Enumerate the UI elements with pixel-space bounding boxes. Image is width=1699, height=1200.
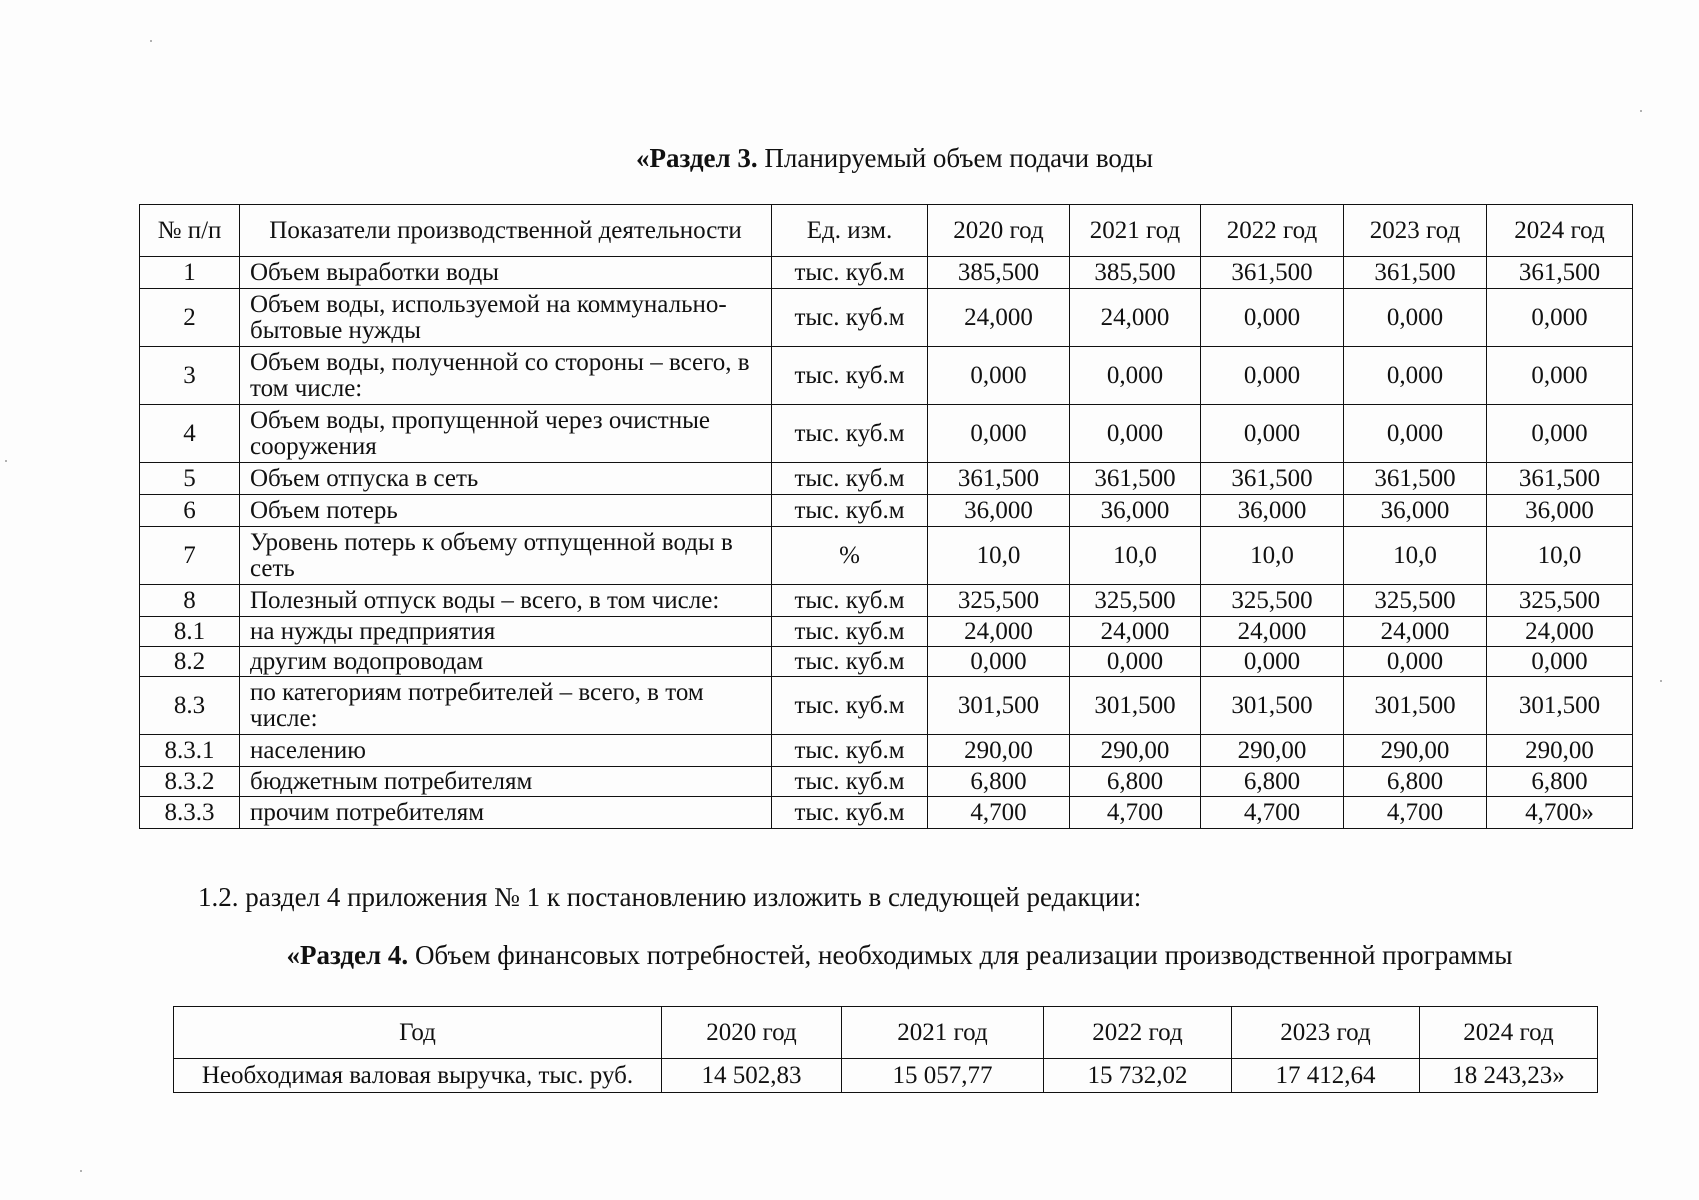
- unit-cell: тыс. куб.м: [772, 617, 928, 647]
- row-number-cell: 8.2: [140, 647, 240, 677]
- row-number-cell: 1: [140, 257, 240, 289]
- value-cell: 0,000: [1344, 647, 1487, 677]
- indicator-cell: Объем воды, используемой на коммунально-бытовые нужды: [240, 289, 772, 347]
- value-cell: 301,500: [1487, 677, 1633, 735]
- value-cell: 325,500: [928, 585, 1070, 617]
- value-cell: 17 412,64: [1232, 1059, 1420, 1093]
- value-cell: 325,500: [1487, 585, 1633, 617]
- value-cell: 301,500: [1201, 677, 1344, 735]
- unit-cell: тыс. куб.м: [772, 347, 928, 405]
- section4-title: [50, 940, 1699, 971]
- table-row: [140, 585, 1633, 617]
- value-cell: 24,000: [1070, 289, 1201, 347]
- value-cell: 361,500: [928, 463, 1070, 495]
- value-cell: 361,500: [1487, 463, 1633, 495]
- table-row: [140, 405, 1633, 463]
- row-number-cell: 8.3.1: [140, 735, 240, 767]
- value-cell: 15 732,02: [1044, 1059, 1232, 1093]
- row-label-cell: Необходимая валовая выручка, тыс. руб.: [174, 1059, 662, 1093]
- value-cell: 0,000: [928, 647, 1070, 677]
- header-cell: 2022 год: [1044, 1007, 1232, 1059]
- indicator-cell: Объем потерь: [240, 495, 772, 527]
- table-row: [140, 647, 1633, 677]
- indicator-cell: Уровень потерь к объему отпущенной воды в сеть: [240, 527, 772, 585]
- water-supply-table: [139, 204, 1633, 829]
- section4-title-rest: Объем финансовых потребностей, необходимых для реализации производственной программы: [408, 940, 1513, 970]
- table-header-row: [140, 205, 1633, 257]
- indicator-cell: населению: [240, 735, 772, 767]
- header-cell: 2022 год: [1201, 205, 1344, 257]
- value-cell: 10,0: [1201, 527, 1344, 585]
- table-row: [140, 347, 1633, 405]
- table-row: [140, 677, 1633, 735]
- table-header-row: [174, 1007, 1598, 1059]
- header-cell: 2021 год: [1070, 205, 1201, 257]
- value-cell: 4,700: [1344, 797, 1487, 829]
- unit-cell: тыс. куб.м: [772, 797, 928, 829]
- header-cell: Показатели производственной деятельности: [240, 205, 772, 257]
- value-cell: 36,000: [1201, 495, 1344, 527]
- indicator-cell: на нужды предприятия: [240, 617, 772, 647]
- value-cell: 24,000: [1487, 617, 1633, 647]
- scan-speck: [5, 460, 7, 462]
- value-cell: 36,000: [1344, 495, 1487, 527]
- value-cell: 0,000: [928, 347, 1070, 405]
- header-cell: 2020 год: [928, 205, 1070, 257]
- header-cell: 2023 год: [1344, 205, 1487, 257]
- unit-cell: тыс. куб.м: [772, 767, 928, 797]
- value-cell: 0,000: [1201, 405, 1344, 463]
- indicator-cell: Объем воды, полученной со стороны – всего, в том числе:: [240, 347, 772, 405]
- value-cell: 24,000: [1344, 617, 1487, 647]
- value-cell: 36,000: [928, 495, 1070, 527]
- row-number-cell: 8.3: [140, 677, 240, 735]
- scan-speck: [1660, 680, 1662, 682]
- value-cell: 325,500: [1070, 585, 1201, 617]
- value-cell: 10,0: [928, 527, 1070, 585]
- table-row: [140, 289, 1633, 347]
- scan-speck: [80, 1170, 82, 1172]
- unit-cell: тыс. куб.м: [772, 735, 928, 767]
- unit-cell: тыс. куб.м: [772, 257, 928, 289]
- value-cell: 6,800: [1344, 767, 1487, 797]
- value-cell: 10,0: [1344, 527, 1487, 585]
- header-cell: Ед. изм.: [772, 205, 928, 257]
- table-row: [140, 463, 1633, 495]
- value-cell: 14 502,83: [662, 1059, 842, 1093]
- section3-title-bold: «Раздел 3.: [635, 143, 758, 173]
- value-cell: 6,800: [1487, 767, 1633, 797]
- row-number-cell: 8: [140, 585, 240, 617]
- unit-cell: тыс. куб.м: [772, 463, 928, 495]
- value-cell: 36,000: [1070, 495, 1201, 527]
- value-cell: 361,500: [1344, 257, 1487, 289]
- table-row: [140, 767, 1633, 797]
- table-row: [140, 617, 1633, 647]
- unit-cell: тыс. куб.м: [772, 405, 928, 463]
- indicator-cell: другим водопроводам: [240, 647, 772, 677]
- row-number-cell: 3: [140, 347, 240, 405]
- row-number-cell: 8.3.2: [140, 767, 240, 797]
- indicator-cell: Объем воды, пропущенной через очистные сооружения: [240, 405, 772, 463]
- section3-title: [45, 143, 1699, 174]
- value-cell: 385,500: [1070, 257, 1201, 289]
- value-cell: 0,000: [928, 405, 1070, 463]
- value-cell: 325,500: [1201, 585, 1344, 617]
- value-cell: 10,0: [1070, 527, 1201, 585]
- value-cell: 0,000: [1487, 405, 1633, 463]
- value-cell: 0,000: [1487, 647, 1633, 677]
- row-number-cell: 5: [140, 463, 240, 495]
- indicator-cell: прочим потребителям: [240, 797, 772, 829]
- indicator-cell: Полезный отпуск воды – всего, в том числе:: [240, 585, 772, 617]
- value-cell: 10,0: [1487, 527, 1633, 585]
- indicator-cell: бюджетным потребителям: [240, 767, 772, 797]
- header-cell: 2020 год: [662, 1007, 842, 1059]
- row-number-cell: 8.1: [140, 617, 240, 647]
- row-number-cell: 6: [140, 495, 240, 527]
- value-cell: 0,000: [1344, 347, 1487, 405]
- financial-needs-table: [173, 1006, 1598, 1093]
- value-cell: 361,500: [1201, 463, 1344, 495]
- value-cell: 0,000: [1070, 347, 1201, 405]
- value-cell: 290,00: [1344, 735, 1487, 767]
- value-cell: 24,000: [928, 289, 1070, 347]
- unit-cell: тыс. куб.м: [772, 289, 928, 347]
- unit-cell: %: [772, 527, 928, 585]
- table-row: [140, 797, 1633, 829]
- value-cell: 0,000: [1201, 647, 1344, 677]
- indicator-cell: по категориям потребителей – всего, в том числе:: [240, 677, 772, 735]
- instruction-paragraph: 1.2. раздел 4 приложения № 1 к постановлению изложить в следующей редакции:: [198, 882, 1142, 912]
- value-cell: 0,000: [1344, 289, 1487, 347]
- value-cell: 0,000: [1201, 347, 1344, 405]
- value-cell: 361,500: [1201, 257, 1344, 289]
- value-cell: 24,000: [1201, 617, 1344, 647]
- value-cell: 290,00: [928, 735, 1070, 767]
- value-cell: 24,000: [928, 617, 1070, 647]
- row-number-cell: 4: [140, 405, 240, 463]
- scan-speck: [150, 40, 152, 42]
- value-cell: 0,000: [1344, 405, 1487, 463]
- value-cell: 290,00: [1487, 735, 1633, 767]
- unit-cell: тыс. куб.м: [772, 677, 928, 735]
- table-row: [140, 735, 1633, 767]
- header-cell: 2023 год: [1232, 1007, 1420, 1059]
- value-cell: 301,500: [928, 677, 1070, 735]
- value-cell: 0,000: [1487, 347, 1633, 405]
- value-cell: 361,500: [1487, 257, 1633, 289]
- value-cell: 301,500: [1344, 677, 1487, 735]
- value-cell: 4,700»: [1487, 797, 1633, 829]
- value-cell: 4,700: [928, 797, 1070, 829]
- value-cell: 0,000: [1070, 405, 1201, 463]
- value-cell: 6,800: [1201, 767, 1344, 797]
- unit-cell: тыс. куб.м: [772, 647, 928, 677]
- value-cell: 4,700: [1201, 797, 1344, 829]
- unit-cell: тыс. куб.м: [772, 585, 928, 617]
- table-row: [140, 495, 1633, 527]
- value-cell: 4,700: [1070, 797, 1201, 829]
- table-row: [140, 527, 1633, 585]
- value-cell: 6,800: [928, 767, 1070, 797]
- table-row: [174, 1059, 1598, 1093]
- row-number-cell: 8.3.3: [140, 797, 240, 829]
- scan-speck: [1640, 110, 1642, 112]
- value-cell: 325,500: [1344, 585, 1487, 617]
- header-cell: Год: [174, 1007, 662, 1059]
- value-cell: 0,000: [1201, 289, 1344, 347]
- header-cell: 2024 год: [1487, 205, 1633, 257]
- value-cell: 0,000: [1070, 647, 1201, 677]
- header-cell: № п/п: [140, 205, 240, 257]
- indicator-cell: Объем отпуска в сеть: [240, 463, 772, 495]
- row-number-cell: 2: [140, 289, 240, 347]
- value-cell: 301,500: [1070, 677, 1201, 735]
- unit-cell: тыс. куб.м: [772, 495, 928, 527]
- value-cell: 36,000: [1487, 495, 1633, 527]
- value-cell: 0,000: [1487, 289, 1633, 347]
- value-cell: 15 057,77: [842, 1059, 1044, 1093]
- row-number-cell: 7: [140, 527, 240, 585]
- table-row: [140, 257, 1633, 289]
- value-cell: 18 243,23»: [1420, 1059, 1598, 1093]
- section4-title-bold: «Раздел 4.: [286, 940, 409, 970]
- value-cell: 24,000: [1070, 617, 1201, 647]
- value-cell: 385,500: [928, 257, 1070, 289]
- value-cell: 361,500: [1344, 463, 1487, 495]
- value-cell: 6,800: [1070, 767, 1201, 797]
- value-cell: 290,00: [1070, 735, 1201, 767]
- value-cell: 290,00: [1201, 735, 1344, 767]
- indicator-cell: Объем выработки воды: [240, 257, 772, 289]
- value-cell: 361,500: [1070, 463, 1201, 495]
- section3-title-rest: Планируемый объем подачи воды: [757, 143, 1154, 173]
- header-cell: 2024 год: [1420, 1007, 1598, 1059]
- header-cell: 2021 год: [842, 1007, 1044, 1059]
